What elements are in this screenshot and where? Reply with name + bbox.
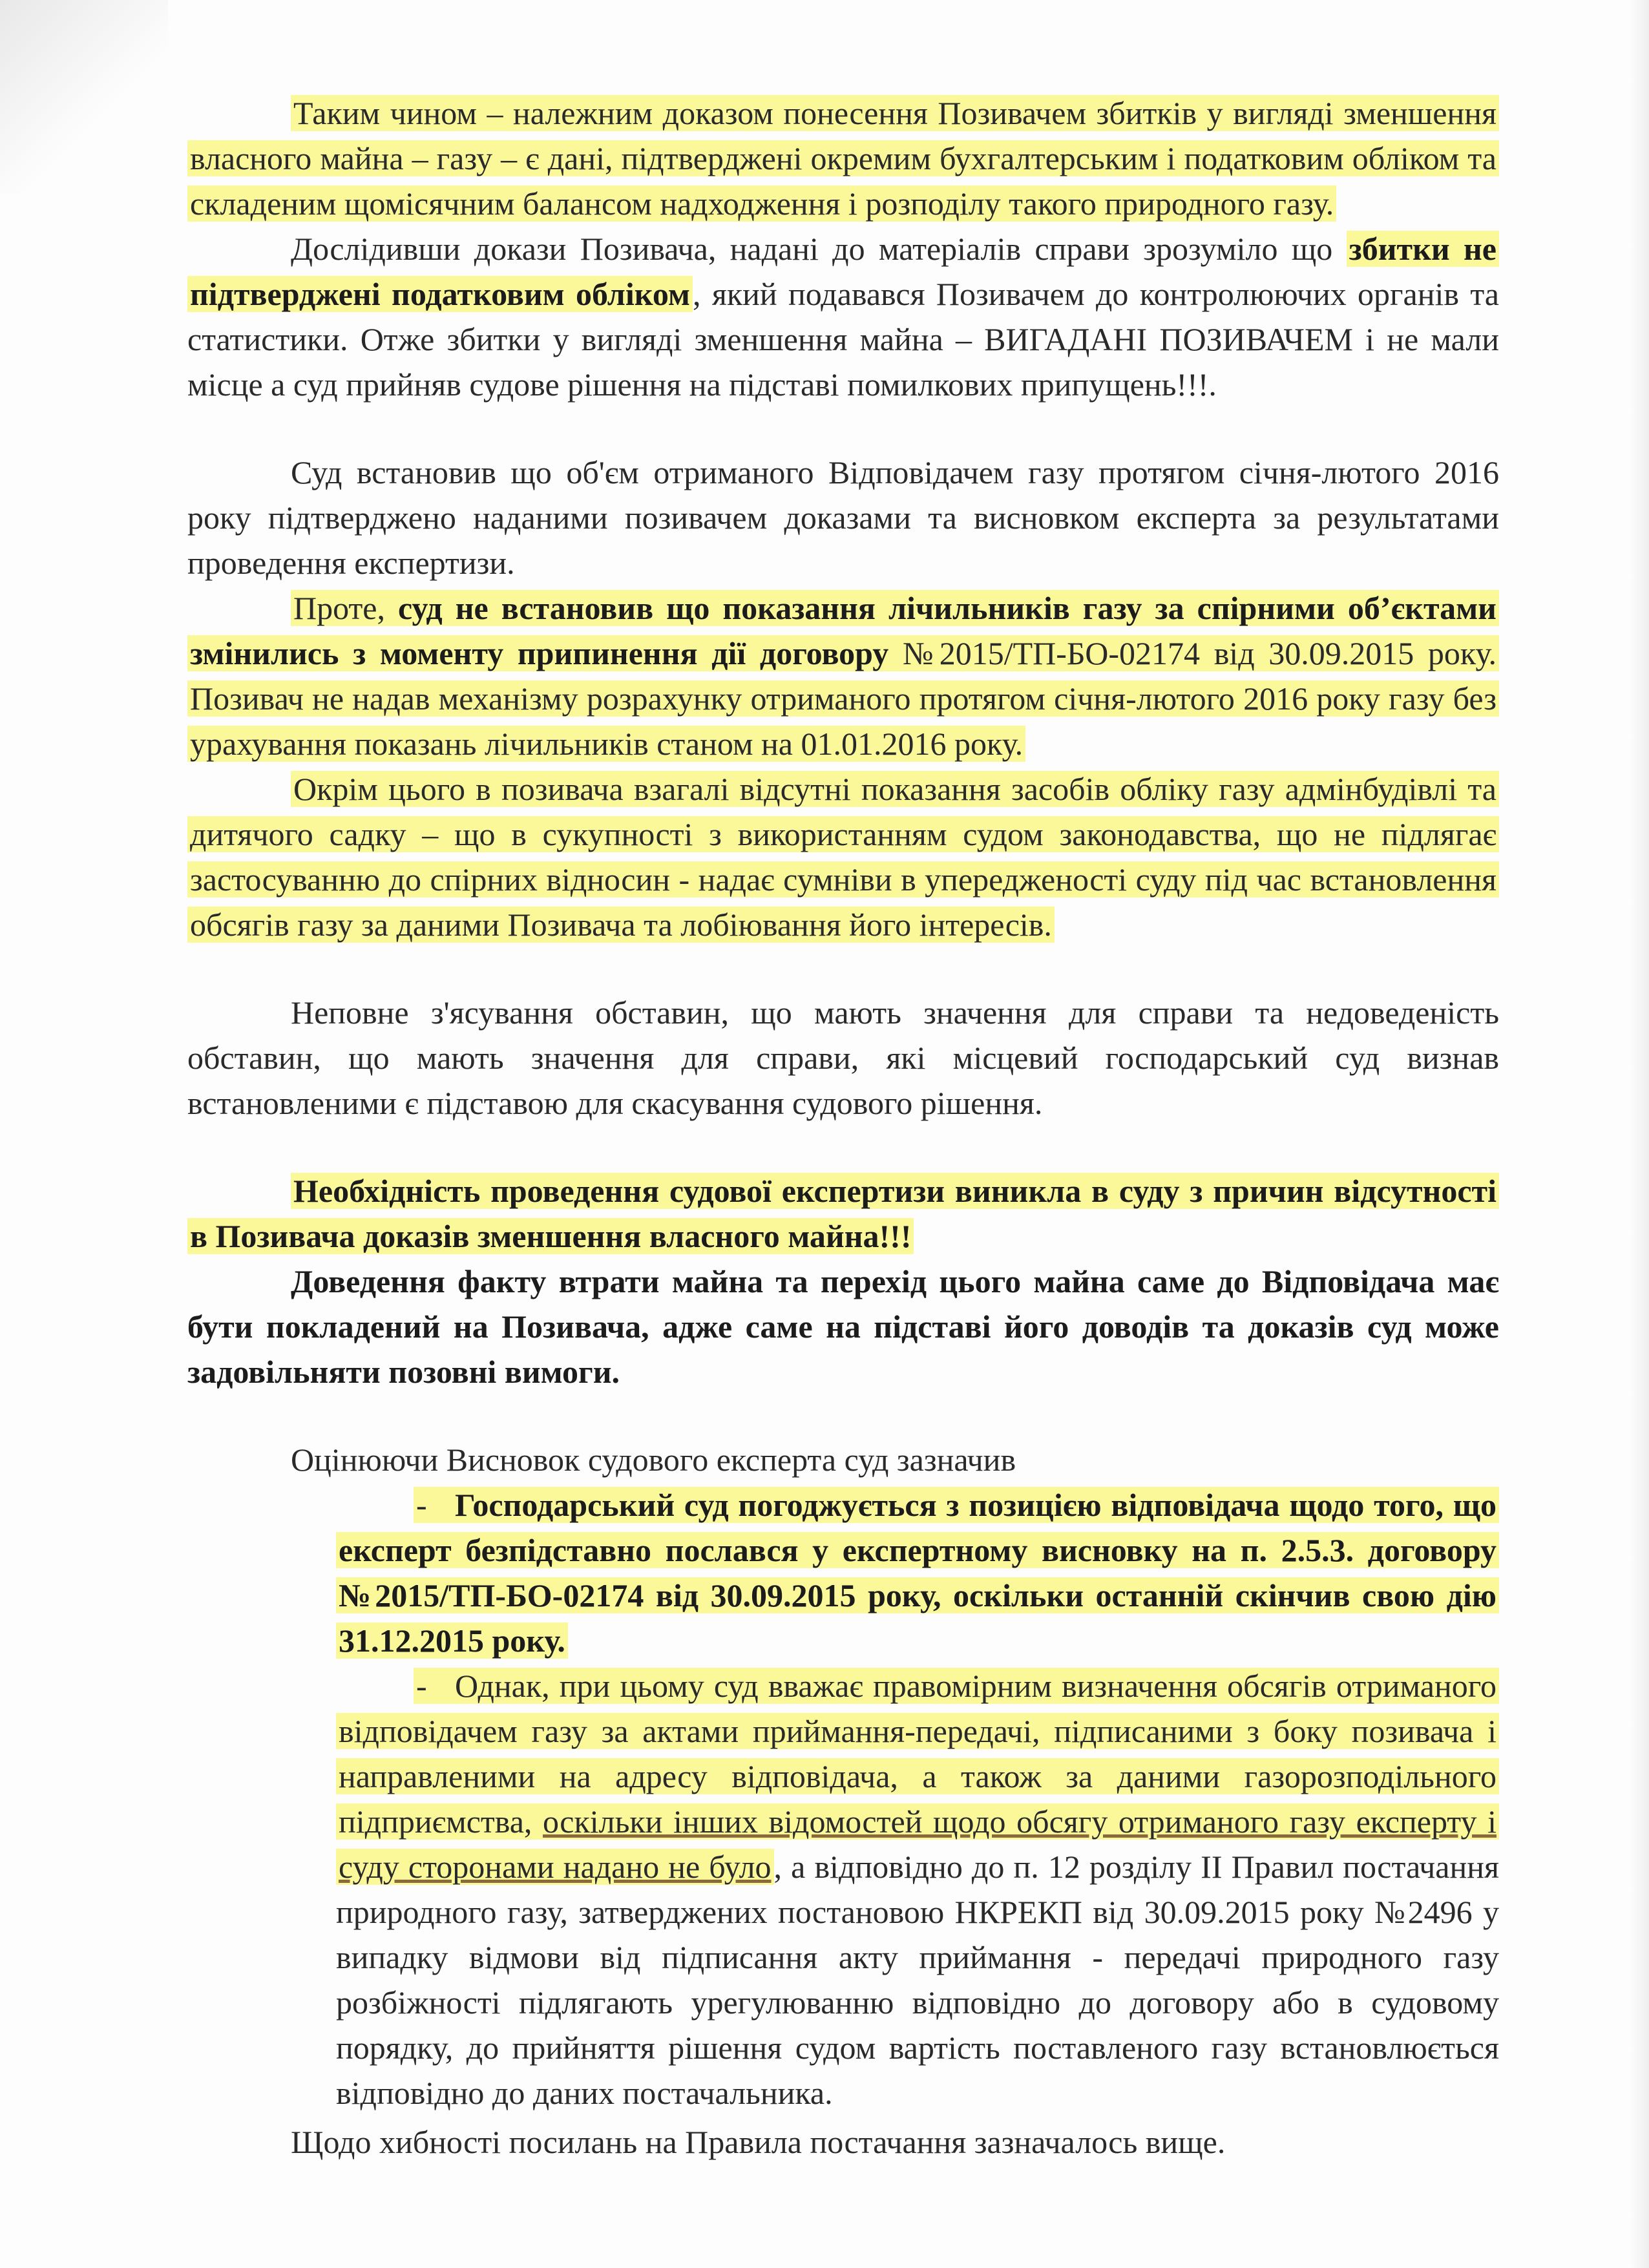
paragraph-rules-reference — [291, 2119, 1499, 2165]
highlight — [187, 590, 1499, 762]
bold-highlight: збитки не підтверджені податковим обліком — [187, 231, 1499, 312]
paragraph-incomplete-clarification — [187, 990, 1499, 1126]
bullet-item — [336, 1482, 1499, 1663]
underlined-text: оскільки інших відомостей щодо обсягу отриманого газу експерту і суду сторонами надано не було — [339, 1803, 1497, 1885]
highlight — [336, 1487, 1499, 1659]
document-body — [187, 90, 1499, 2165]
page-corner-fold — [0, 0, 168, 194]
text-run: , який подавався Позивачем до контролюючих органів та статистики. Отже збитки у вигляді зменшення майна – ВИГАДАНІ ПОЗИВАЧЕМ і не мали місце а суд прийняв судове рішення на підставі помилкових припущень!!!. — [187, 276, 1499, 403]
spacer — [187, 1126, 1499, 1168]
bullet-marker: - — [416, 1487, 427, 1523]
text-run: Однак, при цьому суд вважає правомірним визначення обсягів отриманого відповідачем газу за актами приймання-передачі, підписаними з боку позивача і направленими на адресу відповідача, а також за даними газорозподільного підприємства, — [339, 1668, 1497, 1840]
paragraph-missing-readings — [187, 766, 1499, 947]
highlight: Окрім цього в позивача взагалі відсутні показання засобів обліку газу адмінбудівлі та дитячого садку – що в сукупності з використанням судом законодавства, що не підлягає застосуванню до спірних відносин - надає сумніви в упередженості суду під час встановлення обсягів газу за даними Позивача та лобіювання його інтересів. — [187, 771, 1499, 943]
spacer — [187, 407, 1499, 450]
text-run: Проте, — [293, 590, 399, 626]
paragraph-expert-conclusion-intro — [187, 1437, 1499, 1482]
text-run: Щодо хибності посилань на Правила постачання зазначалось вище. — [291, 2124, 1226, 2160]
text-run: Суд встановив що об'єм отриманого Відповідачем газу протягом січня-лютого 2016 року підтверджено наданими позивачем доказами та висновком експерта за результатами проведення експертизи. — [187, 454, 1499, 581]
bold-text: Доведення факту втрати майна та перехід цього майна саме до Відповідача має бути покладений на Позивача, адже саме на підставі його доводів та доказів суд може задовільняти позовні вимоги. — [187, 1263, 1499, 1390]
paragraph-proof-of-losses — [187, 90, 1499, 226]
bold-text: Господарський суд погоджується з позицією відповідача щодо того, що експерт безпідставно послався у експертному висновку на п. 2.5.3. договору №2015/ТП-БО-02174 від 30.09.2015 року, оскільки останній скінчив свою дію 31.12.2015 року. — [339, 1487, 1497, 1659]
paragraph-evidence-review — [187, 226, 1499, 407]
paragraph-meter-readings — [187, 585, 1499, 766]
bold-highlight: Необхідність проведення судової експертизи виникла в суду з причин відсутності в Позивача доказів зменшення власного майна!!! — [187, 1173, 1499, 1254]
spacer — [187, 1394, 1499, 1437]
text-run: Оцінюючи Висновок судового експерта суд зазначив — [291, 1442, 1016, 1478]
text-run: , а відповідно до п. 12 розділу II Правил постачання природного газу, затверджених постановою НКРЕКП від 30.09.2015 року №2496 у випадку відмови від підписання акту приймання - передачі природного газу розбіжності підлягають урегулюванню відповідно до договору або в судовому порядку, до прийняття рішення судом вартість поставленого газу встановлюється відповідно до даних постачальника. — [336, 1849, 1499, 2111]
bullet-marker: - — [416, 1668, 427, 1704]
text-run: Дослідивши докази Позивача, надані до матеріалів справи зрозуміло що — [291, 231, 1347, 267]
paragraph-burden-of-proof — [187, 1259, 1499, 1394]
bullet-list — [336, 1482, 1499, 2116]
page-edge-shadow — [1630, 0, 1649, 2268]
paragraph-expertise-necessity — [187, 1168, 1499, 1259]
text-run: №2015/ТП-БО-02174 від 30.09.2015 року. Позивач не надав механізму розрахунку отриманого протягом січня-лютого 2016 року газу без урахування показань лічильників станом на 01.01.2016 року. — [190, 635, 1497, 762]
highlight: Таким чином – належним доказом понесення Позивачем збитків у вигляді зменшення власного майна – газу – є дані, підтверджені окремим бухгалтерським і податковим обліком та складеним щомісячним балансом надходження і розподілу такого природного газу. — [187, 95, 1499, 222]
bold-text: суд не встановив що показання лічильників газу за спірними об’єктами змінились з моменту припинення дії договору — [190, 590, 1497, 671]
spacer — [187, 947, 1499, 990]
text-run: Неповне з'ясування обставин, що мають значення для справи та недоведеність обставин, що мають значення для справи, які місцевий господарський суд визнав встановленими є підставою для скасування судового рішення. — [187, 994, 1499, 1121]
paragraph-court-established — [187, 450, 1499, 585]
bullet-item — [336, 1663, 1499, 2116]
